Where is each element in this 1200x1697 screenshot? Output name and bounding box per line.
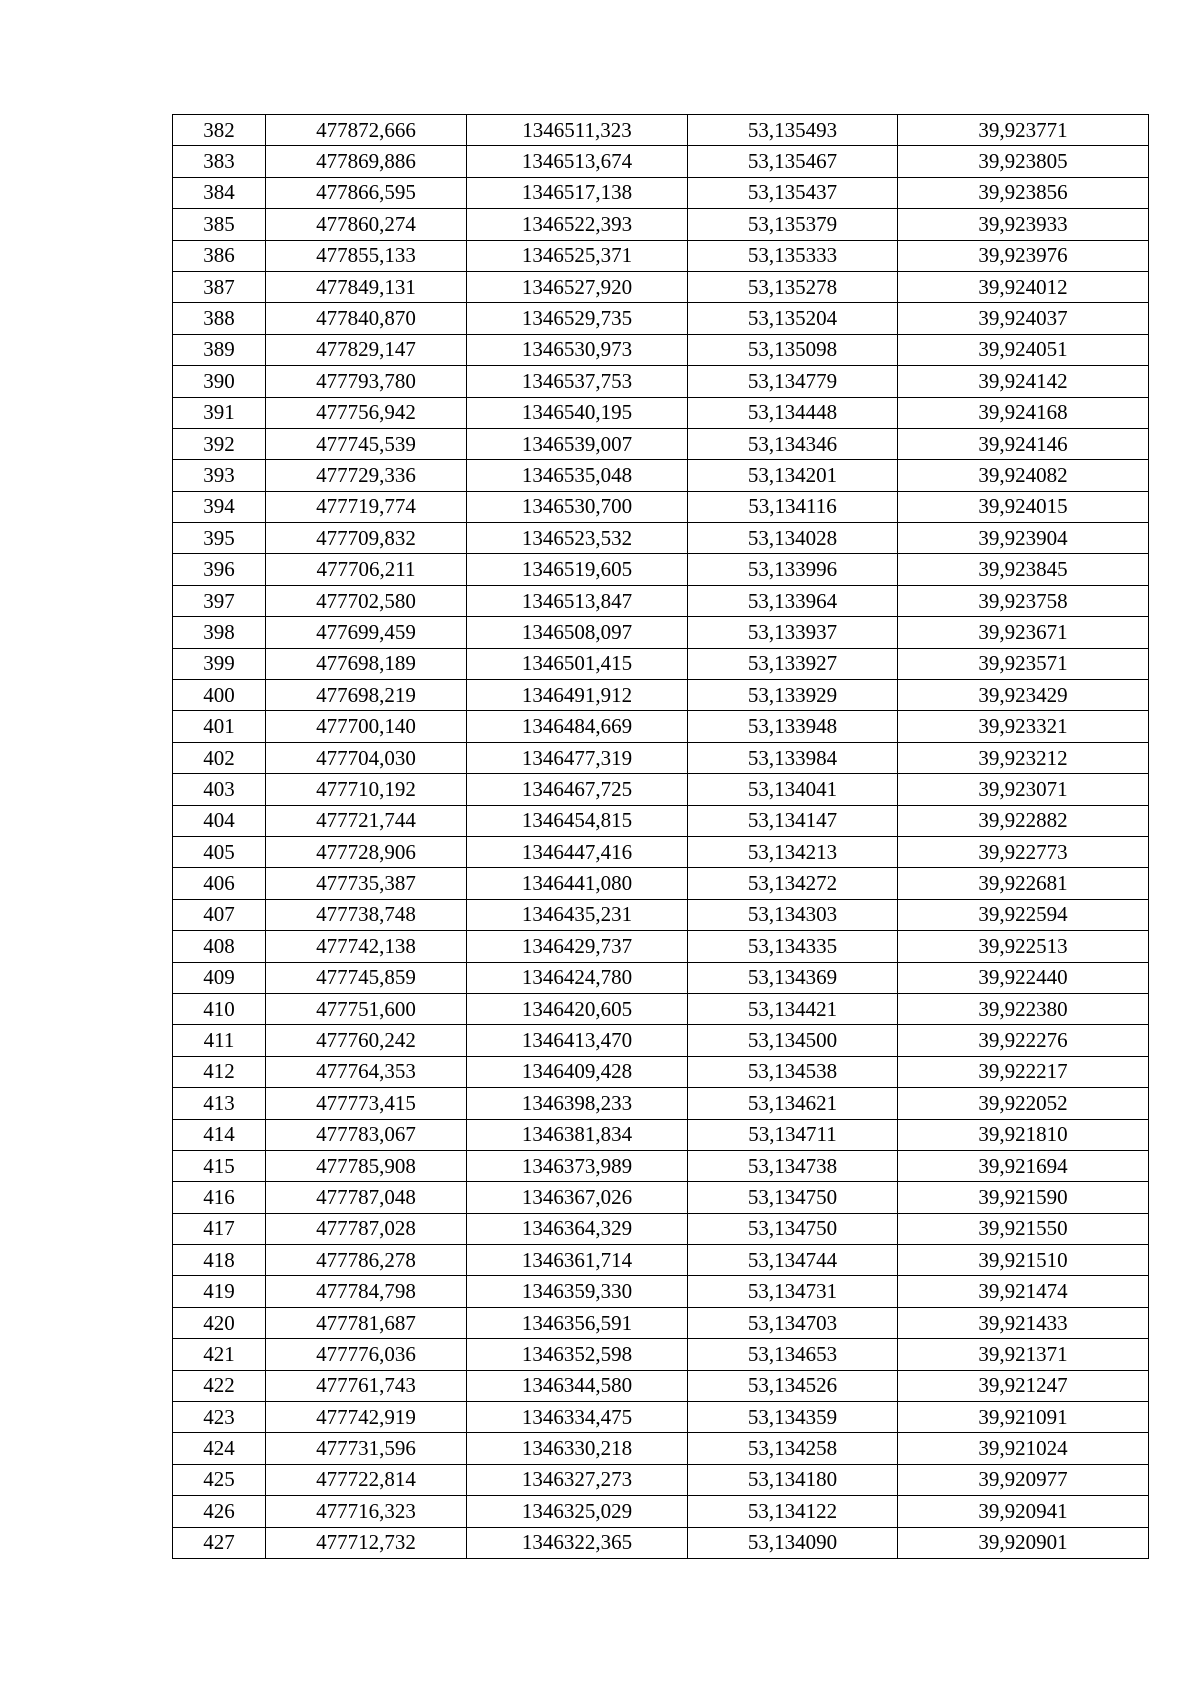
y-coordinate-cell: 1346409,428 [467, 1056, 688, 1087]
longitude-cell: 39,922773 [898, 836, 1149, 867]
longitude-cell: 39,920901 [898, 1527, 1149, 1558]
x-coordinate-cell: 477721,744 [266, 805, 467, 836]
x-coordinate-cell: 477698,219 [266, 680, 467, 711]
y-coordinate-cell: 1346325,029 [467, 1496, 688, 1527]
y-coordinate-cell: 1346540,195 [467, 397, 688, 428]
point-number-cell: 385 [173, 209, 266, 240]
x-coordinate-cell: 477860,274 [266, 209, 467, 240]
longitude-cell: 39,921550 [898, 1213, 1149, 1244]
point-number-cell: 419 [173, 1276, 266, 1307]
table-row [173, 742, 1149, 773]
longitude-cell: 39,922217 [898, 1056, 1149, 1087]
longitude-cell: 39,923845 [898, 554, 1149, 585]
table-row [173, 1119, 1149, 1150]
longitude-cell: 39,920941 [898, 1496, 1149, 1527]
point-number-cell: 417 [173, 1213, 266, 1244]
y-coordinate-cell: 1346454,815 [467, 805, 688, 836]
table-row [173, 303, 1149, 334]
latitude-cell: 53,134744 [688, 1245, 898, 1276]
table-row [173, 1025, 1149, 1056]
latitude-cell: 53,134448 [688, 397, 898, 428]
point-number-cell: 412 [173, 1056, 266, 1087]
latitude-cell: 53,134213 [688, 836, 898, 867]
y-coordinate-cell: 1346367,026 [467, 1182, 688, 1213]
y-coordinate-cell: 1346537,753 [467, 366, 688, 397]
latitude-cell: 53,135493 [688, 115, 898, 146]
longitude-cell: 39,924168 [898, 397, 1149, 428]
x-coordinate-cell: 477742,138 [266, 931, 467, 962]
longitude-cell: 39,922440 [898, 962, 1149, 993]
x-coordinate-cell: 477719,774 [266, 491, 467, 522]
table-row [173, 523, 1149, 554]
longitude-cell: 39,924142 [898, 366, 1149, 397]
table-row [173, 115, 1149, 146]
y-coordinate-cell: 1346330,218 [467, 1433, 688, 1464]
y-coordinate-cell: 1346424,780 [467, 962, 688, 993]
point-number-cell: 406 [173, 868, 266, 899]
y-coordinate-cell: 1346522,393 [467, 209, 688, 240]
longitude-cell: 39,922594 [898, 899, 1149, 930]
point-number-cell: 399 [173, 648, 266, 679]
latitude-cell: 53,134028 [688, 523, 898, 554]
longitude-cell: 39,924082 [898, 460, 1149, 491]
x-coordinate-cell: 477710,192 [266, 774, 467, 805]
latitude-cell: 53,135333 [688, 240, 898, 271]
latitude-cell: 53,134116 [688, 491, 898, 522]
y-coordinate-cell: 1346519,605 [467, 554, 688, 585]
table-row [173, 554, 1149, 585]
x-coordinate-cell: 477745,539 [266, 428, 467, 459]
point-number-cell: 416 [173, 1182, 266, 1213]
x-coordinate-cell: 477786,278 [266, 1245, 467, 1276]
y-coordinate-cell: 1346513,674 [467, 146, 688, 177]
longitude-cell: 39,923671 [898, 617, 1149, 648]
longitude-cell: 39,922882 [898, 805, 1149, 836]
y-coordinate-cell: 1346447,416 [467, 836, 688, 867]
y-coordinate-cell: 1346344,580 [467, 1370, 688, 1401]
x-coordinate-cell: 477704,030 [266, 742, 467, 773]
x-coordinate-cell: 477829,147 [266, 334, 467, 365]
y-coordinate-cell: 1346501,415 [467, 648, 688, 679]
y-coordinate-cell: 1346327,273 [467, 1464, 688, 1495]
latitude-cell: 53,133984 [688, 742, 898, 773]
table-row [173, 585, 1149, 616]
point-number-cell: 391 [173, 397, 266, 428]
y-coordinate-cell: 1346364,329 [467, 1213, 688, 1244]
latitude-cell: 53,133929 [688, 680, 898, 711]
table-row [173, 1527, 1149, 1558]
point-number-cell: 405 [173, 836, 266, 867]
y-coordinate-cell: 1346413,470 [467, 1025, 688, 1056]
point-number-cell: 403 [173, 774, 266, 805]
latitude-cell: 53,134090 [688, 1527, 898, 1558]
table-row [173, 1339, 1149, 1370]
point-number-cell: 390 [173, 366, 266, 397]
latitude-cell: 53,134621 [688, 1088, 898, 1119]
y-coordinate-cell: 1346539,007 [467, 428, 688, 459]
point-number-cell: 386 [173, 240, 266, 271]
longitude-cell: 39,921433 [898, 1307, 1149, 1338]
longitude-cell: 39,923758 [898, 585, 1149, 616]
y-coordinate-cell: 1346535,048 [467, 460, 688, 491]
latitude-cell: 53,134703 [688, 1307, 898, 1338]
point-number-cell: 389 [173, 334, 266, 365]
y-coordinate-cell: 1346361,714 [467, 1245, 688, 1276]
y-coordinate-cell: 1346517,138 [467, 177, 688, 208]
x-coordinate-cell: 477872,666 [266, 115, 467, 146]
x-coordinate-cell: 477785,908 [266, 1150, 467, 1181]
x-coordinate-cell: 477866,595 [266, 177, 467, 208]
x-coordinate-cell: 477764,353 [266, 1056, 467, 1087]
y-coordinate-cell: 1346420,605 [467, 993, 688, 1024]
y-coordinate-cell: 1346435,231 [467, 899, 688, 930]
x-coordinate-cell: 477716,323 [266, 1496, 467, 1527]
table-row [173, 366, 1149, 397]
longitude-cell: 39,920977 [898, 1464, 1149, 1495]
point-number-cell: 387 [173, 271, 266, 302]
y-coordinate-cell: 1346352,598 [467, 1339, 688, 1370]
x-coordinate-cell: 477699,459 [266, 617, 467, 648]
point-number-cell: 400 [173, 680, 266, 711]
longitude-cell: 39,921810 [898, 1119, 1149, 1150]
latitude-cell: 53,134526 [688, 1370, 898, 1401]
longitude-cell: 39,924015 [898, 491, 1149, 522]
longitude-cell: 39,923805 [898, 146, 1149, 177]
latitude-cell: 53,134180 [688, 1464, 898, 1495]
x-coordinate-cell: 477761,743 [266, 1370, 467, 1401]
point-number-cell: 407 [173, 899, 266, 930]
y-coordinate-cell: 1346381,834 [467, 1119, 688, 1150]
latitude-cell: 53,134346 [688, 428, 898, 459]
table-row [173, 240, 1149, 271]
y-coordinate-cell: 1346441,080 [467, 868, 688, 899]
longitude-cell: 39,921590 [898, 1182, 1149, 1213]
x-coordinate-cell: 477840,870 [266, 303, 467, 334]
x-coordinate-cell: 477784,798 [266, 1276, 467, 1307]
latitude-cell: 53,134421 [688, 993, 898, 1024]
x-coordinate-cell: 477760,242 [266, 1025, 467, 1056]
point-number-cell: 408 [173, 931, 266, 962]
point-number-cell: 401 [173, 711, 266, 742]
table-row [173, 774, 1149, 805]
point-number-cell: 388 [173, 303, 266, 334]
table-row [173, 209, 1149, 240]
table-row [173, 680, 1149, 711]
longitude-cell: 39,923321 [898, 711, 1149, 742]
latitude-cell: 53,133948 [688, 711, 898, 742]
point-number-cell: 396 [173, 554, 266, 585]
longitude-cell: 39,923856 [898, 177, 1149, 208]
table-row [173, 1182, 1149, 1213]
x-coordinate-cell: 477787,028 [266, 1213, 467, 1244]
x-coordinate-cell: 477742,919 [266, 1402, 467, 1433]
y-coordinate-cell: 1346527,920 [467, 271, 688, 302]
x-coordinate-cell: 477700,140 [266, 711, 467, 742]
x-coordinate-cell: 477756,942 [266, 397, 467, 428]
point-number-cell: 393 [173, 460, 266, 491]
y-coordinate-cell: 1346467,725 [467, 774, 688, 805]
table-row [173, 836, 1149, 867]
point-number-cell: 414 [173, 1119, 266, 1150]
longitude-cell: 39,921510 [898, 1245, 1149, 1276]
longitude-cell: 39,923071 [898, 774, 1149, 805]
point-number-cell: 426 [173, 1496, 266, 1527]
x-coordinate-cell: 477855,133 [266, 240, 467, 271]
longitude-cell: 39,924012 [898, 271, 1149, 302]
latitude-cell: 53,133996 [688, 554, 898, 585]
latitude-cell: 53,135379 [688, 209, 898, 240]
point-number-cell: 410 [173, 993, 266, 1024]
point-number-cell: 413 [173, 1088, 266, 1119]
point-number-cell: 420 [173, 1307, 266, 1338]
latitude-cell: 53,134500 [688, 1025, 898, 1056]
latitude-cell: 53,134041 [688, 774, 898, 805]
longitude-cell: 39,924146 [898, 428, 1149, 459]
longitude-cell: 39,923771 [898, 115, 1149, 146]
table-row [173, 805, 1149, 836]
x-coordinate-cell: 477849,131 [266, 271, 467, 302]
latitude-cell: 53,134750 [688, 1213, 898, 1244]
point-number-cell: 395 [173, 523, 266, 554]
table-row [173, 428, 1149, 459]
table-row [173, 1307, 1149, 1338]
latitude-cell: 53,134369 [688, 962, 898, 993]
x-coordinate-cell: 477706,211 [266, 554, 467, 585]
x-coordinate-cell: 477781,687 [266, 1307, 467, 1338]
latitude-cell: 53,134359 [688, 1402, 898, 1433]
table-row [173, 962, 1149, 993]
x-coordinate-cell: 477793,780 [266, 366, 467, 397]
longitude-cell: 39,922380 [898, 993, 1149, 1024]
latitude-cell: 53,134738 [688, 1150, 898, 1181]
point-number-cell: 422 [173, 1370, 266, 1401]
table-row [173, 146, 1149, 177]
table-row [173, 711, 1149, 742]
x-coordinate-cell: 477698,189 [266, 648, 467, 679]
y-coordinate-cell: 1346322,365 [467, 1527, 688, 1558]
table-row [173, 899, 1149, 930]
table-row [173, 993, 1149, 1024]
table-row [173, 491, 1149, 522]
latitude-cell: 53,134201 [688, 460, 898, 491]
table-row [173, 177, 1149, 208]
table-row [173, 648, 1149, 679]
point-number-cell: 423 [173, 1402, 266, 1433]
longitude-cell: 39,921024 [898, 1433, 1149, 1464]
point-number-cell: 411 [173, 1025, 266, 1056]
table-row [173, 271, 1149, 302]
longitude-cell: 39,921694 [898, 1150, 1149, 1181]
table-row [173, 1370, 1149, 1401]
point-number-cell: 409 [173, 962, 266, 993]
point-number-cell: 382 [173, 115, 266, 146]
x-coordinate-cell: 477729,336 [266, 460, 467, 491]
table-row [173, 1245, 1149, 1276]
x-coordinate-cell: 477728,906 [266, 836, 467, 867]
latitude-cell: 53,134779 [688, 366, 898, 397]
y-coordinate-cell: 1346511,323 [467, 115, 688, 146]
x-coordinate-cell: 477735,387 [266, 868, 467, 899]
table-row [173, 1402, 1149, 1433]
x-coordinate-cell: 477702,580 [266, 585, 467, 616]
x-coordinate-cell: 477869,886 [266, 146, 467, 177]
table-row [173, 1464, 1149, 1495]
latitude-cell: 53,134303 [688, 899, 898, 930]
latitude-cell: 53,133964 [688, 585, 898, 616]
table-row [173, 1056, 1149, 1087]
point-number-cell: 392 [173, 428, 266, 459]
longitude-cell: 39,924037 [898, 303, 1149, 334]
longitude-cell: 39,921371 [898, 1339, 1149, 1370]
point-number-cell: 383 [173, 146, 266, 177]
latitude-cell: 53,134335 [688, 931, 898, 962]
table-row [173, 1496, 1149, 1527]
point-number-cell: 402 [173, 742, 266, 773]
latitude-cell: 53,134750 [688, 1182, 898, 1213]
y-coordinate-cell: 1346373,989 [467, 1150, 688, 1181]
table-row [173, 334, 1149, 365]
latitude-cell: 53,134272 [688, 868, 898, 899]
latitude-cell: 53,134653 [688, 1339, 898, 1370]
x-coordinate-cell: 477731,596 [266, 1433, 467, 1464]
point-number-cell: 421 [173, 1339, 266, 1370]
point-number-cell: 394 [173, 491, 266, 522]
table-row [173, 1213, 1149, 1244]
point-number-cell: 384 [173, 177, 266, 208]
latitude-cell: 53,135467 [688, 146, 898, 177]
y-coordinate-cell: 1346398,233 [467, 1088, 688, 1119]
coordinates-table-body [173, 115, 1149, 1559]
x-coordinate-cell: 477776,036 [266, 1339, 467, 1370]
x-coordinate-cell: 477751,600 [266, 993, 467, 1024]
latitude-cell: 53,133927 [688, 648, 898, 679]
latitude-cell: 53,134538 [688, 1056, 898, 1087]
latitude-cell: 53,134147 [688, 805, 898, 836]
x-coordinate-cell: 477783,067 [266, 1119, 467, 1150]
x-coordinate-cell: 477712,732 [266, 1527, 467, 1558]
point-number-cell: 397 [173, 585, 266, 616]
longitude-cell: 39,921247 [898, 1370, 1149, 1401]
longitude-cell: 39,922681 [898, 868, 1149, 899]
table-row [173, 397, 1149, 428]
point-number-cell: 425 [173, 1464, 266, 1495]
longitude-cell: 39,922276 [898, 1025, 1149, 1056]
longitude-cell: 39,923904 [898, 523, 1149, 554]
y-coordinate-cell: 1346429,737 [467, 931, 688, 962]
y-coordinate-cell: 1346508,097 [467, 617, 688, 648]
table-row [173, 931, 1149, 962]
latitude-cell: 53,134258 [688, 1433, 898, 1464]
y-coordinate-cell: 1346477,319 [467, 742, 688, 773]
table-row [173, 868, 1149, 899]
table-row [173, 1433, 1149, 1464]
point-number-cell: 415 [173, 1150, 266, 1181]
x-coordinate-cell: 477709,832 [266, 523, 467, 554]
x-coordinate-cell: 477722,814 [266, 1464, 467, 1495]
point-number-cell: 427 [173, 1527, 266, 1558]
x-coordinate-cell: 477773,415 [266, 1088, 467, 1119]
point-number-cell: 404 [173, 805, 266, 836]
longitude-cell: 39,923429 [898, 680, 1149, 711]
x-coordinate-cell: 477787,048 [266, 1182, 467, 1213]
latitude-cell: 53,134711 [688, 1119, 898, 1150]
x-coordinate-cell: 477738,748 [266, 899, 467, 930]
longitude-cell: 39,921091 [898, 1402, 1149, 1433]
y-coordinate-cell: 1346530,700 [467, 491, 688, 522]
longitude-cell: 39,923933 [898, 209, 1149, 240]
longitude-cell: 39,922052 [898, 1088, 1149, 1119]
latitude-cell: 53,133937 [688, 617, 898, 648]
point-number-cell: 418 [173, 1245, 266, 1276]
table-row [173, 1276, 1149, 1307]
y-coordinate-cell: 1346523,532 [467, 523, 688, 554]
y-coordinate-cell: 1346525,371 [467, 240, 688, 271]
table-row [173, 1088, 1149, 1119]
longitude-cell: 39,921474 [898, 1276, 1149, 1307]
y-coordinate-cell: 1346334,475 [467, 1402, 688, 1433]
y-coordinate-cell: 1346359,330 [467, 1276, 688, 1307]
y-coordinate-cell: 1346530,973 [467, 334, 688, 365]
longitude-cell: 39,923212 [898, 742, 1149, 773]
latitude-cell: 53,135437 [688, 177, 898, 208]
latitude-cell: 53,135204 [688, 303, 898, 334]
table-row [173, 1150, 1149, 1181]
y-coordinate-cell: 1346513,847 [467, 585, 688, 616]
latitude-cell: 53,135278 [688, 271, 898, 302]
y-coordinate-cell: 1346356,591 [467, 1307, 688, 1338]
table-row [173, 460, 1149, 491]
latitude-cell: 53,134731 [688, 1276, 898, 1307]
point-number-cell: 398 [173, 617, 266, 648]
longitude-cell: 39,923976 [898, 240, 1149, 271]
y-coordinate-cell: 1346529,735 [467, 303, 688, 334]
x-coordinate-cell: 477745,859 [266, 962, 467, 993]
y-coordinate-cell: 1346491,912 [467, 680, 688, 711]
y-coordinate-cell: 1346484,669 [467, 711, 688, 742]
coordinates-table [172, 114, 1149, 1559]
longitude-cell: 39,924051 [898, 334, 1149, 365]
point-number-cell: 424 [173, 1433, 266, 1464]
latitude-cell: 53,134122 [688, 1496, 898, 1527]
table-row [173, 617, 1149, 648]
longitude-cell: 39,923571 [898, 648, 1149, 679]
longitude-cell: 39,922513 [898, 931, 1149, 962]
latitude-cell: 53,135098 [688, 334, 898, 365]
